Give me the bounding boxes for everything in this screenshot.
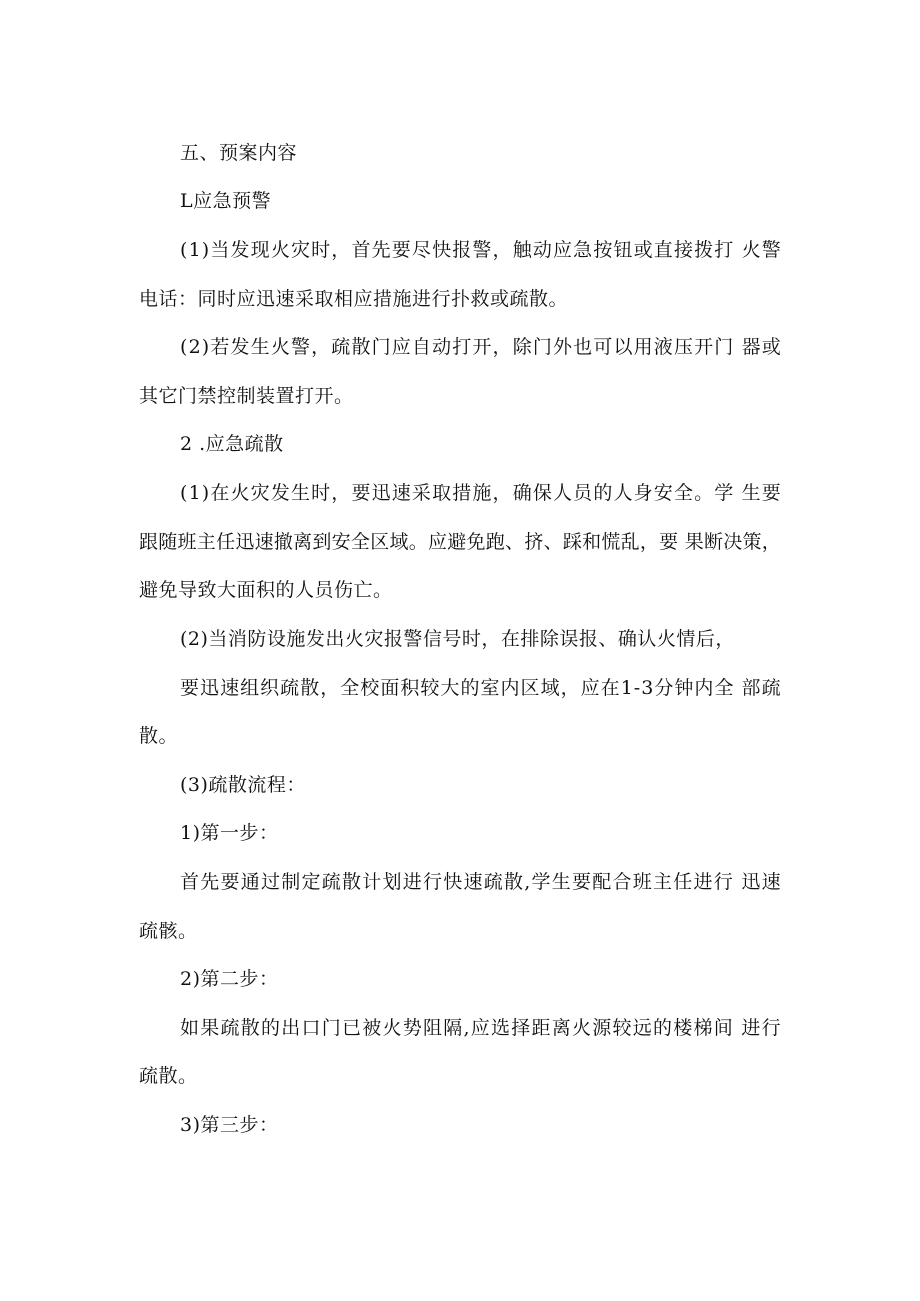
paragraph-line: 要 迅 速 组 织 疏 散 ， 全 校 面 积 较 大 的 室 内 区 域 ， 应 在 1 - 3 分 钟 内 全 部 疏 [180, 677, 781, 699]
paragraph-line: 其它门禁控制装置打开。 [139, 385, 354, 407]
paragraph-line: 如 果 疏 散 的 出 口 门 已 被 火 势 阻 隔 , 应 选 择 距 离 火 源 较 远 的 楼 梯 间 进 行 [180, 1017, 781, 1039]
paragraph-line: 跟 随 班 主 任 迅 速 撤 离 到 安 全 区 域 。 应 避 免 跑 、 挤 、 踩 和 慌 乱 ， 要 果 断 决 策 ， [139, 531, 781, 553]
paragraph-line: 电话：同时应迅速采取相应措施进行扑救或疏散。 [139, 288, 569, 310]
step-heading: 2)第二步： [180, 968, 279, 990]
paragraph-line: ( 1 ) 当 发 现 火 灾 时 ， 首 先 要 尽 快 报 警 ， 触 动 应 急 按 钮 或 直 接 拨 打 火 警 [180, 239, 781, 261]
paragraph-line: 疏骸。 [139, 920, 198, 942]
paragraph-line: ( 2 ) 若 发 生 火 警 ， 疏 散 门 应 自 动 打 开 ， 除 门 外 也 可 以 用 液 压 开 门 器 或 [180, 336, 781, 358]
paragraph-line: 避免导致大面积的人员伤亡。 [139, 579, 393, 601]
paragraph-line: ( 1 ) 在 火 灾 发 生 时 ， 要 迅 速 采 取 措 施 ， 确 保 人 员 的 人 身 安 全 。 学 生 要 [180, 482, 781, 504]
step-heading: 3)第三步： [180, 1114, 279, 1136]
paragraph-line: 疏散。 [139, 1065, 198, 1087]
subsection-heading: 2 .应急疏散 [180, 433, 284, 455]
list-heading: (3)疏散流程： [180, 774, 306, 796]
paragraph-line: (2)当消防设施发出火灾报警信号时，在排除误报、确认火情后， [180, 628, 735, 650]
subsection-heading: L应急预警 [180, 190, 272, 212]
paragraph-line: 散。 [139, 725, 179, 747]
step-heading: 1)第一步： [180, 822, 279, 844]
section-heading: 五、预案内容 [180, 142, 298, 164]
paragraph-line: 首 先 要 通 过 制 定 疏 散 计 划 进 行 快 速 疏 散 , 学 生 要 配 合 班 主 任 进 行 迅 速 [180, 871, 781, 893]
